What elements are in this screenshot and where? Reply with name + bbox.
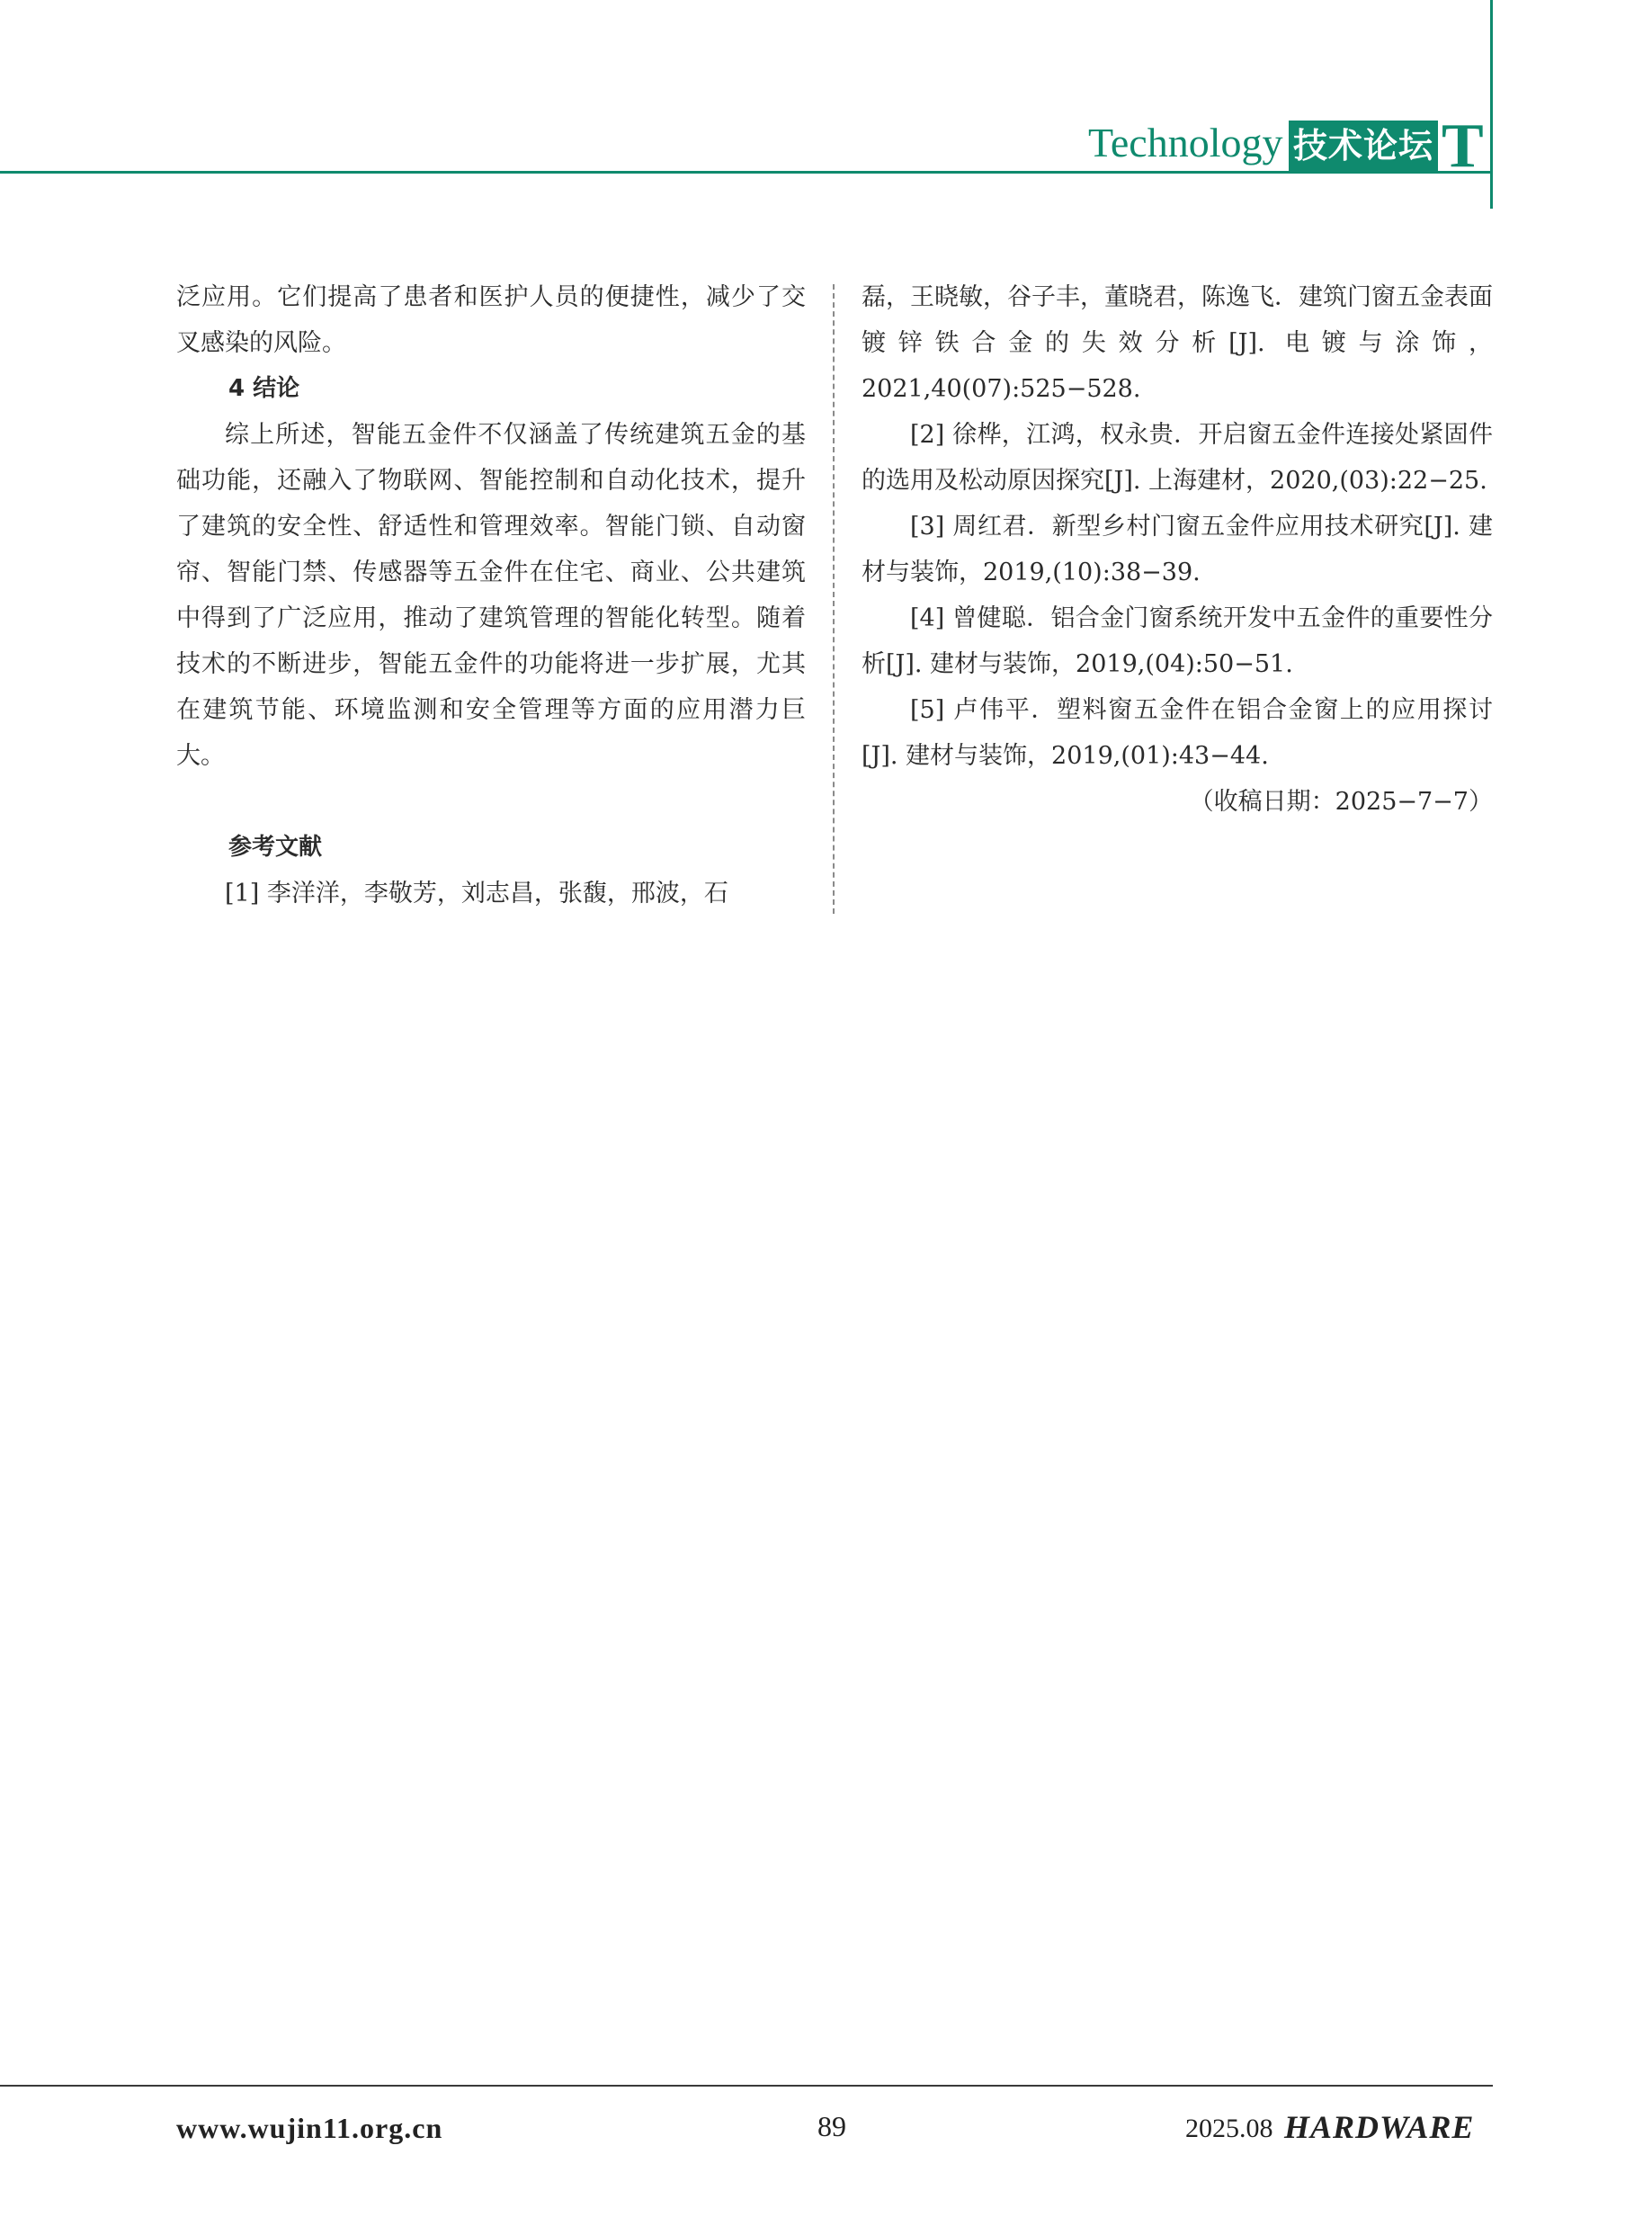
- reference-1-start: [1] 李洋洋，李敬芳，刘志昌，张馥，邢波，石: [225, 880, 728, 907]
- page-number: 89: [817, 2110, 846, 2142]
- header-vertical-rule: [1490, 0, 1493, 209]
- reference-2: [2] 徐桦，江鸿，权永贵．开启窗五金件连接处紧固件的选用及松动原因探究[J]. 上海建材，2020,(03):22−25.: [862, 421, 1493, 495]
- footer-website: www.wujin11.org.cn: [176, 2112, 443, 2144]
- reference-1-continued: 磊，王晓敏，谷子丰，董晓君，陈逸飞．建筑门窗五金表面镀锌铁合金的失效分析[J]. 电镀与涂饰，2021,40(07):525−528.: [862, 283, 1493, 403]
- right-column: [862, 274, 1493, 825]
- section-spacer: [176, 779, 806, 825]
- magazine-name: HARDWARE: [1284, 2109, 1475, 2145]
- continuation-paragraph: 泛应用。它们提高了患者和医护人员的便捷性，减少了交叉感染的风险。: [176, 283, 806, 357]
- left-column: [176, 274, 806, 916]
- column-divider: [833, 284, 835, 914]
- conclusion-paragraph: 综上所述，智能五金件不仅涵盖了传统建筑五金的基础功能，还融入了物联网、智能控制和自动化技术，提升了建筑的安全性、舒适性和管理效率。智能门锁、自动窗帘、智能门禁、传感器等五金件在住宅、商业、公共建筑中得到了广泛应用，推动了建筑管理的智能化转型。随着技术的不断进步，智能五金件的功能将进一步扩展，尤其在建筑节能、环境监测和安全管理等方面的应用潜力巨大。: [176, 421, 806, 770]
- footer-rule: [0, 2085, 1493, 2087]
- section-title-chinese: 技术论坛: [1289, 121, 1438, 171]
- section-letter-logo: T: [1442, 112, 1484, 181]
- reference-3: [3] 周红君．新型乡村门窗五金件应用技术研究[J]. 建材与装饰，2019,(10):38−39.: [862, 513, 1493, 586]
- issue-number: 2025.08: [1185, 2114, 1273, 2143]
- section-title-english: Technology: [1088, 120, 1283, 165]
- reference-5: [5] 卢伟平．塑料窗五金件在铝合金窗上的应用探讨[J]. 建材与装饰，2019,(01):43−44.: [862, 696, 1493, 770]
- reference-4: [4] 曾健聪．铝合金门窗系统开发中五金件的重要性分析[J]. 建材与装饰，2019,(04):50−51.: [862, 604, 1493, 678]
- references-heading: 参考文献: [228, 834, 323, 861]
- header-horizontal-rule: [0, 171, 1493, 174]
- conclusion-heading: 4 结论: [228, 375, 300, 402]
- received-date: （收稿日期：2025−7−7）: [1189, 788, 1493, 816]
